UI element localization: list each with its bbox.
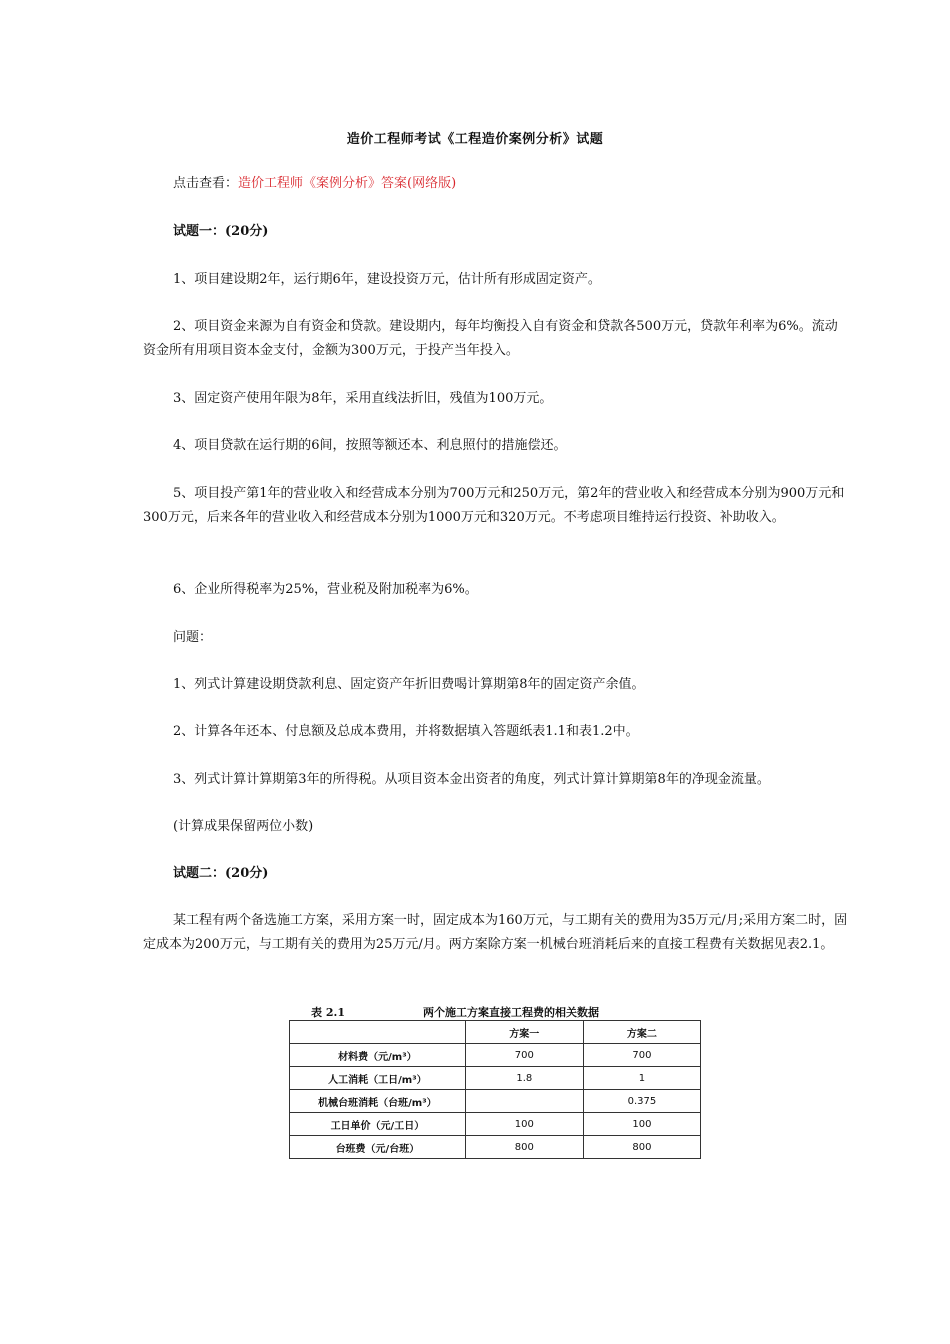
- q2-text: 某工程有两个备选施工方案，采用方案一时，固定成本为160万元，与工期有关的费用为35万元/月;采用方案二时，固定成本为200万元，与工期有关的费用为25万元/月。两方案除方案一机械台班消耗后来的直接工程费有关数据见表2.1。: [143, 913, 848, 952]
- row-label: 台班费（元/台班）: [290, 1136, 466, 1159]
- plan-1-value: 1.8: [465, 1067, 583, 1090]
- q1-item-1: 1、项目建设期2年，运行期6年，建设投资万元，估计所有形成固定资产。: [173, 272, 601, 287]
- row-label: 工日单价（元/工日）: [290, 1113, 466, 1136]
- table-row: [290, 1136, 701, 1159]
- question-item-1: 1、列式计算建设期贷款利息、固定资产年折旧费喝计算期第8年的固定资产余值。: [173, 677, 645, 692]
- table-header-plan-1: 方案一: [465, 1021, 583, 1044]
- question-2-heading: 试题二：(20分): [173, 866, 269, 881]
- table-header-blank: [290, 1021, 466, 1044]
- plan-2-value: 0.375: [583, 1090, 700, 1113]
- plan-2-value: 700: [583, 1044, 700, 1067]
- table-title: 两个施工方案直接工程费的相关数据: [423, 1006, 599, 1019]
- table-number: 表 2.1: [311, 1006, 345, 1019]
- questions-heading: 问题：: [173, 630, 213, 645]
- table-2-1: [289, 1002, 703, 1165]
- table-row: [290, 1090, 701, 1113]
- plan-1-value: 700: [465, 1044, 583, 1067]
- table-row: [290, 1067, 701, 1090]
- q1-item-3: 3、固定资产使用年限为8年，采用直线法折旧，残值为100万元。: [173, 391, 553, 406]
- view-prefix: 点击查看：: [173, 176, 239, 191]
- q1-item-4: 4、项目贷款在运行期的6间，按照等额还本、利息照付的措施偿还。: [173, 438, 567, 453]
- q1-item-6: 6、企业所得税率为25%，营业税及附加税率为6%。: [173, 582, 478, 597]
- question-1-heading: 试题一：(20分): [173, 224, 269, 239]
- question-item-3: 3、列式计算计算期第3年的所得税。从项目资本金出资者的角度，列式计算计算期第8年的净现金流量。: [173, 772, 770, 787]
- plan-1-value: 100: [465, 1113, 583, 1136]
- plan-2-value: 100: [583, 1113, 700, 1136]
- page-title: 造价工程师考试《工程造价案例分析》试题: [346, 132, 604, 147]
- table-row: [290, 1113, 701, 1136]
- plan-2-value: 1: [583, 1067, 700, 1090]
- q1-item-5: 5、项目投产第1年的营业收入和经营成本分别为700万元和250万元，第2年的营业收入和经营成本分别为900万元和300万元，后来各年的营业收入和经营成本分别为1000万元和320万元。不考虑项目维持运行投资、补助收入。: [143, 486, 845, 525]
- data-table: [289, 1020, 701, 1159]
- row-label: 材料费（元/m³）: [290, 1044, 466, 1067]
- plan-1-value: [465, 1090, 583, 1113]
- answer-link[interactable]: 造价工程师《案例分析》答案(网络版): [238, 176, 457, 191]
- table-header-plan-2: 方案二: [583, 1021, 700, 1044]
- table-row: [290, 1044, 701, 1067]
- plan-1-value: 800: [465, 1136, 583, 1159]
- plan-2-value: 800: [583, 1136, 700, 1159]
- row-label: 机械台班消耗（台班/m³）: [290, 1090, 466, 1113]
- table-header-row: [290, 1021, 701, 1044]
- row-label: 人工消耗（工日/m³）: [290, 1067, 466, 1090]
- rounding-note: (计算成果保留两位小数): [173, 819, 314, 834]
- table-caption: [289, 1002, 703, 1020]
- question-item-2: 2、计算各年还本、付息额及总成本费用，并将数据填入答题纸表1.1和表1.2中。: [173, 724, 639, 739]
- q1-item-2: 2、项目资金来源为自有资金和贷款。建设期内，每年均衡投入自有资金和贷款各500万元，贷款年利率为6%。流动资金所有用项目资本金支付，金额为300万元，于投产当年投入。: [143, 319, 838, 358]
- view-answer-line: [143, 172, 849, 196]
